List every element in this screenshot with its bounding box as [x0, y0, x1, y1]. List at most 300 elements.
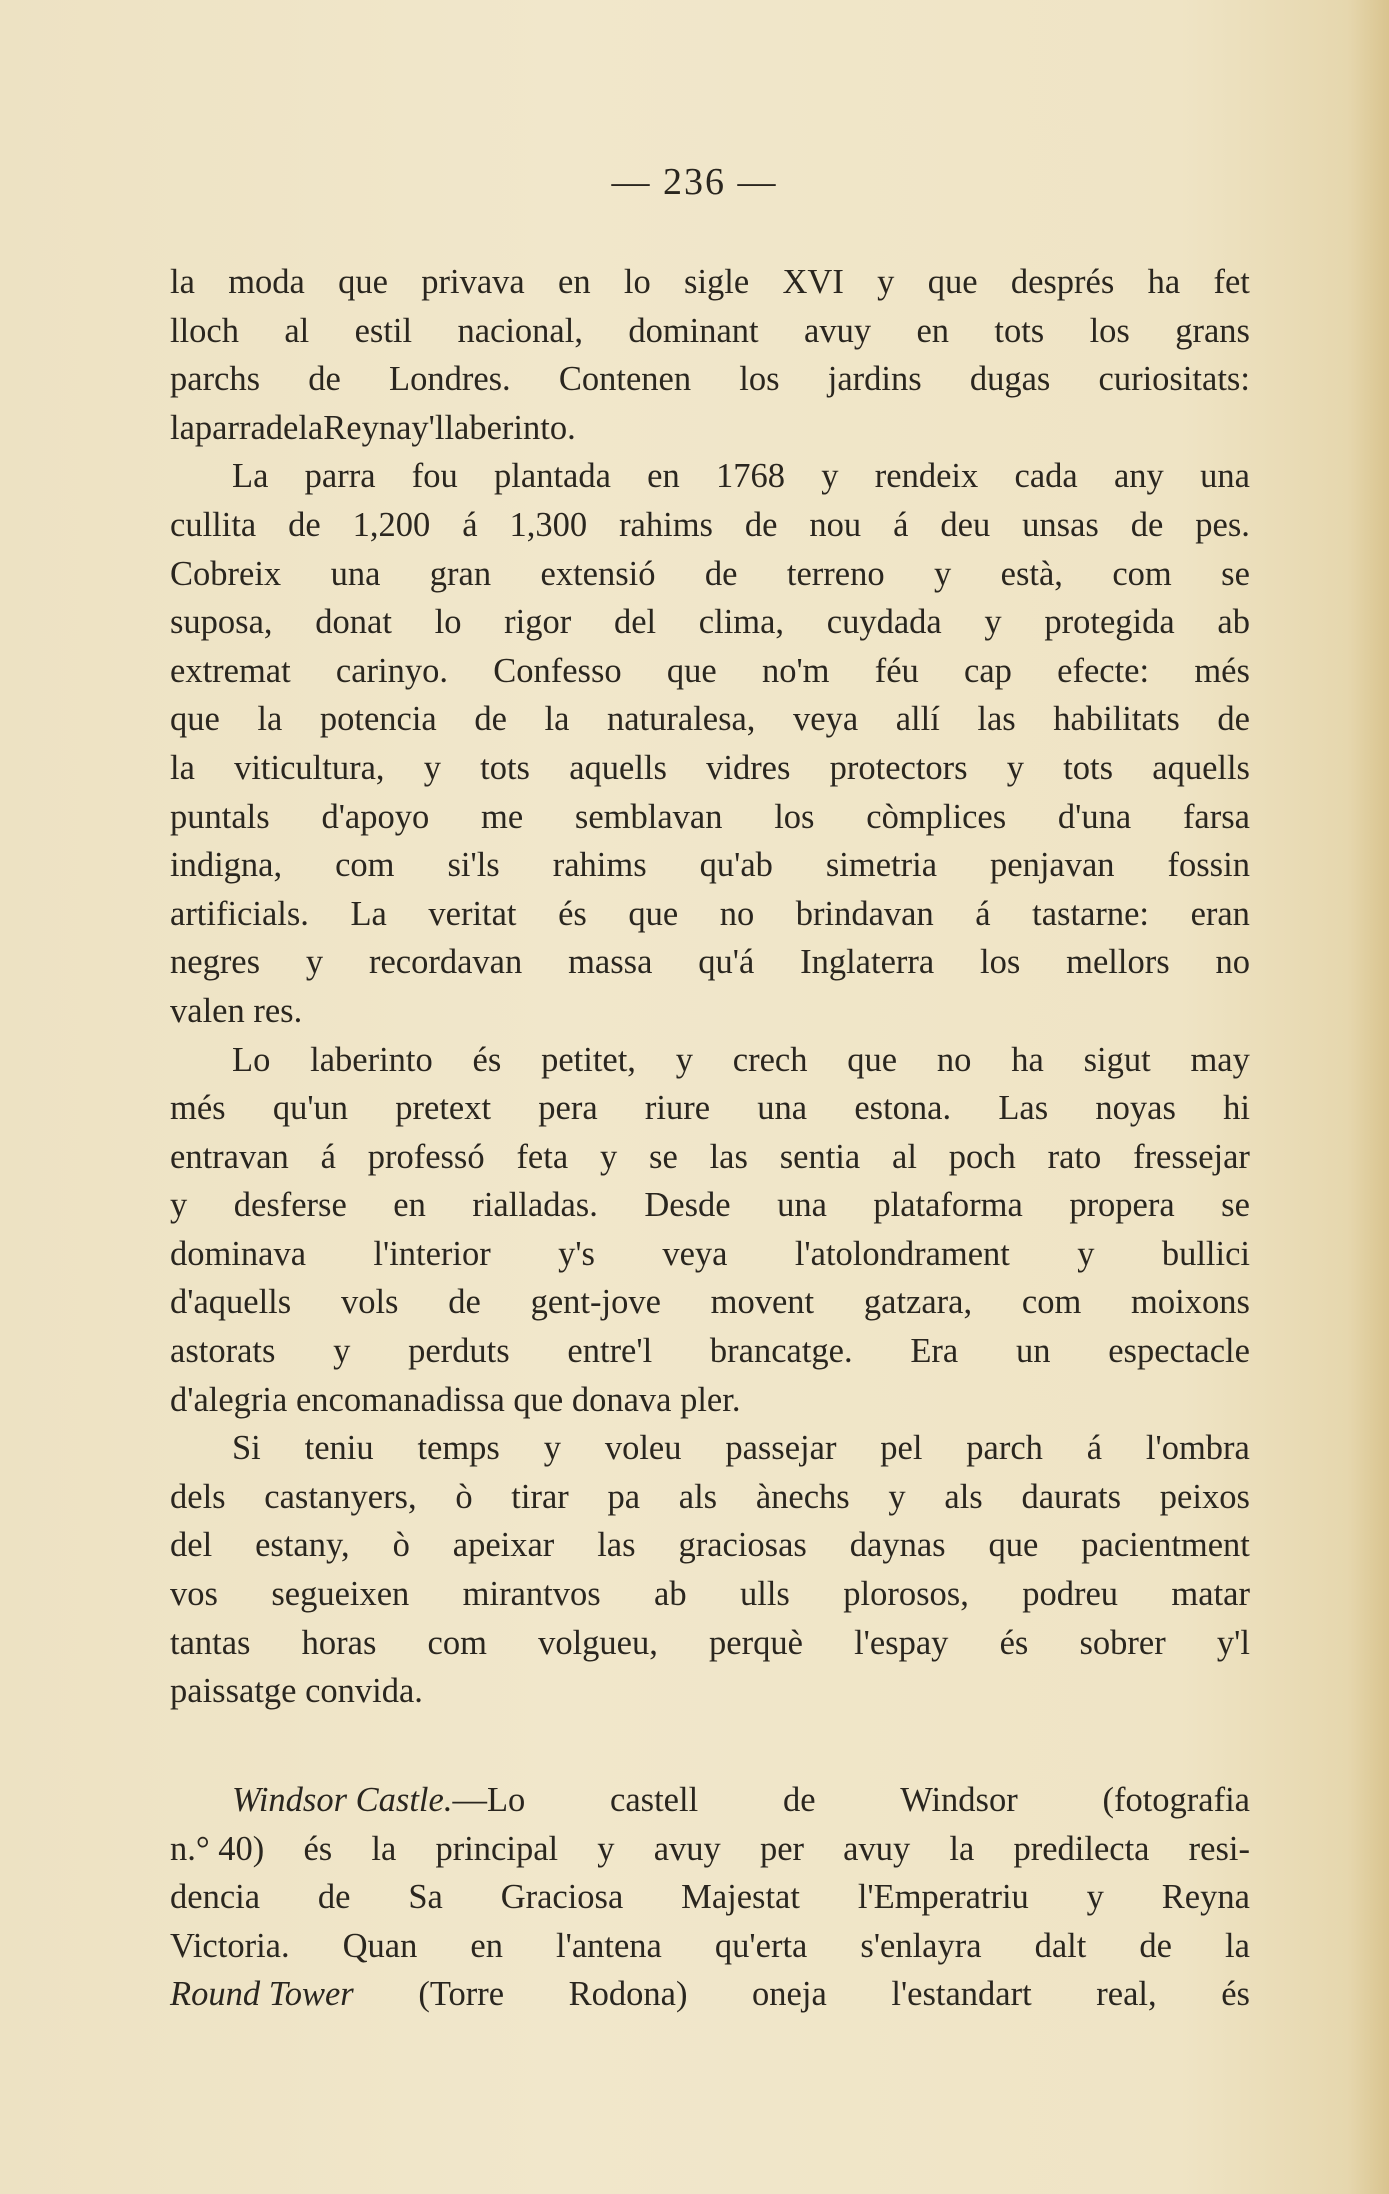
word: Rodona): [568, 1975, 688, 2014]
word: veritat: [428, 894, 517, 933]
word: en: [916, 311, 950, 350]
word: ha: [1011, 1040, 1044, 1079]
word: valen res.: [170, 991, 303, 1030]
word: eran: [1190, 894, 1250, 933]
word: la: [298, 408, 324, 447]
word: tots: [480, 748, 530, 787]
word: protegida: [1044, 603, 1175, 642]
word: fou: [411, 457, 458, 496]
word: las: [977, 700, 1016, 739]
word: á: [893, 505, 909, 544]
word: farsa: [1182, 797, 1250, 836]
word: 1,200: [352, 505, 431, 544]
word: que: [847, 1040, 898, 1079]
word: la: [544, 700, 570, 739]
word: d'apoyo: [321, 797, 430, 836]
text-line: [170, 793, 1250, 842]
word: temps: [417, 1429, 500, 1468]
word: allí: [895, 700, 940, 739]
text-line: [170, 938, 1250, 987]
word: més: [170, 1089, 226, 1128]
word: gatzara,: [863, 1283, 973, 1322]
word: resi-: [1188, 1829, 1250, 1868]
word: avuy: [843, 1829, 911, 1868]
word: l'ombra: [1145, 1429, 1250, 1468]
text-line: [170, 1133, 1250, 1182]
word: teniu: [304, 1429, 374, 1468]
word: La: [232, 457, 269, 496]
word: Confesso: [493, 651, 622, 690]
word: als: [678, 1477, 718, 1516]
word: que: [927, 263, 978, 301]
word: que: [988, 1526, 1039, 1565]
word: peixos: [1159, 1477, 1250, 1516]
word: indigna,: [170, 846, 283, 885]
word: parch: [966, 1429, 1043, 1468]
word: grans: [1175, 311, 1250, 350]
word: brindavan: [795, 894, 934, 933]
word: graciosas: [678, 1526, 807, 1565]
word: rahims: [552, 846, 647, 885]
word: extensió: [540, 554, 656, 593]
word: volgueu,: [538, 1623, 658, 1662]
word: y: [984, 603, 1002, 642]
word: extremat: [170, 651, 291, 690]
word: y: [934, 554, 952, 593]
text-line: [170, 1424, 1250, 1473]
word: no'm: [761, 651, 830, 690]
word: no: [1215, 943, 1250, 982]
word: Era: [910, 1332, 959, 1371]
word: al: [892, 1137, 917, 1176]
word: y: [877, 263, 895, 301]
word: hi: [1223, 1089, 1250, 1128]
word: sigle: [684, 263, 750, 301]
word: més: [1194, 651, 1250, 690]
word: en: [470, 1926, 503, 1965]
word: la: [170, 748, 195, 787]
word: real,: [1096, 1975, 1157, 2014]
word: després: [1010, 263, 1115, 301]
text-line: [170, 1970, 1250, 2019]
word: pes.: [1195, 505, 1250, 544]
word: d'aquells: [170, 1283, 292, 1322]
text-line: [170, 1825, 1250, 1874]
word: daynas: [849, 1526, 946, 1565]
word: la: [371, 1829, 397, 1868]
word: matar: [1171, 1575, 1250, 1614]
word: la: [170, 408, 195, 447]
word: jardins: [827, 360, 922, 399]
word: (fotografia: [1102, 1781, 1250, 1819]
word: segueixen: [271, 1575, 410, 1614]
word: suposa,: [170, 603, 273, 642]
word: clima,: [698, 603, 785, 642]
word: massa: [568, 943, 653, 982]
word: horas: [301, 1623, 377, 1662]
word: com: [1112, 554, 1172, 593]
text-line: [170, 1278, 1250, 1327]
word: una: [330, 554, 381, 593]
word: fet: [1213, 263, 1250, 301]
text-line: [170, 1084, 1250, 1133]
word: penjavan: [990, 846, 1115, 885]
word: 1,300: [509, 505, 588, 544]
word: lo: [434, 603, 462, 642]
word: tots: [994, 311, 1045, 350]
word: en: [393, 1186, 426, 1225]
word: Desde: [644, 1186, 731, 1225]
word: sentia: [779, 1137, 861, 1176]
word: qu'ab: [699, 846, 773, 885]
text-line: [170, 987, 1250, 1036]
word: —Lo: [452, 1781, 526, 1819]
word: se: [1221, 554, 1250, 593]
word: protectors: [829, 748, 968, 787]
word: plantada: [494, 457, 611, 496]
word: voleu: [604, 1429, 682, 1468]
word: Sa: [408, 1878, 443, 1917]
word: de: [782, 1781, 816, 1819]
word: rialladas.: [472, 1186, 598, 1225]
word: pacientment: [1081, 1526, 1250, 1565]
text-line: [170, 1667, 1250, 1716]
word: veya: [793, 700, 859, 739]
text-line: [170, 1873, 1250, 1922]
word: nacional,: [457, 311, 583, 350]
word: dels: [170, 1477, 226, 1516]
word: terreno: [786, 554, 885, 593]
word: y: [1077, 1234, 1095, 1273]
word: fressejar: [1133, 1137, 1250, 1176]
text-line: [170, 501, 1250, 550]
word: á: [975, 894, 991, 933]
word: Reyna: [323, 408, 412, 447]
word: viticultura,: [234, 748, 385, 787]
word: Inglaterra: [800, 943, 935, 982]
word: als: [944, 1477, 983, 1516]
word: veya: [662, 1234, 728, 1273]
word: y: [1006, 748, 1025, 787]
word: habilitats: [1053, 700, 1180, 739]
word: me: [480, 797, 524, 836]
word: de: [317, 1878, 351, 1917]
word: negres: [170, 943, 261, 982]
word: á: [320, 1137, 336, 1176]
word: que: [666, 651, 717, 690]
text-line: [170, 355, 1250, 404]
word: y'l: [411, 408, 445, 447]
text-line: [170, 744, 1250, 793]
word: any: [1113, 457, 1164, 496]
word: nou: [809, 505, 862, 544]
word: n.° 40): [170, 1829, 265, 1868]
word: és: [303, 1829, 333, 1868]
word: lo: [623, 263, 651, 301]
word: en: [558, 263, 591, 301]
word: que: [628, 894, 679, 933]
word: moda: [228, 263, 305, 301]
word: espectacle: [1108, 1332, 1250, 1371]
word: de: [744, 505, 778, 544]
word: sigut: [1083, 1040, 1151, 1079]
word: l'espay: [854, 1623, 949, 1662]
word: aquells: [569, 748, 667, 787]
word: Windsor: [900, 1781, 1018, 1819]
text-line: [170, 1776, 1250, 1825]
word: brancatge.: [709, 1332, 853, 1371]
word: donat: [315, 603, 392, 642]
word: qu'á: [698, 943, 755, 982]
word: moixons: [1131, 1283, 1250, 1322]
word: y: [333, 1332, 351, 1371]
word: plataforma: [873, 1186, 1023, 1225]
word: á: [462, 505, 478, 544]
word: y: [821, 457, 839, 496]
word: oneja: [752, 1975, 827, 2014]
italic-title: Round Tower: [170, 1975, 354, 2014]
word: pel: [880, 1429, 923, 1468]
word: de: [1217, 700, 1250, 739]
windsor-paragraph: [170, 1776, 1250, 2019]
word: mellors: [1066, 943, 1170, 982]
word: lloch: [170, 311, 239, 350]
word: Majestat: [681, 1878, 800, 1917]
text-line: [170, 598, 1250, 647]
word: que: [338, 263, 388, 301]
word: privava: [421, 263, 525, 301]
text-line: [170, 1570, 1250, 1619]
word: paissatge convida.: [170, 1672, 423, 1711]
word: podreu: [1022, 1575, 1119, 1614]
word: Quan: [342, 1926, 418, 1965]
word: aquells: [1152, 748, 1250, 787]
word: tantas: [170, 1623, 251, 1662]
word: és: [472, 1040, 502, 1079]
word: cada: [1014, 457, 1078, 496]
word: estany,: [255, 1526, 350, 1565]
text-line: [170, 1230, 1250, 1279]
word: la: [170, 263, 195, 301]
word: los: [1089, 311, 1130, 350]
word: és: [1221, 1975, 1250, 2014]
word: de: [704, 554, 738, 593]
word: parchs: [170, 360, 261, 399]
text-line: [170, 307, 1250, 356]
word: artificials.: [170, 894, 309, 933]
word: una: [1200, 457, 1250, 496]
word: y's: [558, 1234, 595, 1273]
word: entravan: [170, 1137, 289, 1176]
body-text-block: [170, 258, 1250, 1716]
text-line: [170, 258, 1250, 307]
word: desferse: [233, 1186, 347, 1225]
word: de: [265, 408, 299, 447]
text-line: [170, 647, 1250, 696]
word: gran: [429, 554, 492, 593]
word: la: [949, 1829, 975, 1868]
word: de: [448, 1283, 481, 1322]
word: perduts: [408, 1332, 510, 1371]
word: astorats: [170, 1332, 276, 1371]
word: de: [1130, 505, 1164, 544]
word: principal: [435, 1829, 559, 1868]
word: dugas: [969, 360, 1051, 399]
word: no: [719, 894, 755, 933]
word: Londres.: [389, 360, 511, 399]
word: la: [1225, 1926, 1250, 1965]
word: ulls: [740, 1575, 790, 1614]
word: naturalesa,: [606, 700, 756, 739]
word: castanyers,: [264, 1477, 417, 1516]
word: cuydada: [826, 603, 942, 642]
word: per: [759, 1829, 804, 1868]
word: ha: [1147, 263, 1181, 301]
word: y'l: [1216, 1623, 1250, 1662]
word: y: [543, 1429, 561, 1468]
word: deu: [940, 505, 991, 544]
word: l'antena: [556, 1926, 662, 1965]
word: simetria: [825, 846, 938, 885]
word: fossin: [1167, 846, 1250, 885]
word: estona.: [854, 1089, 952, 1128]
word: á: [1086, 1429, 1103, 1468]
word: apeixar: [452, 1526, 555, 1565]
text-line: [170, 1181, 1250, 1230]
word: cap: [964, 651, 1012, 690]
text-line: [170, 841, 1250, 890]
word: semblavan: [574, 797, 723, 836]
word: rato: [1047, 1137, 1102, 1176]
word: una: [757, 1089, 808, 1128]
word: y: [170, 1186, 188, 1225]
text-line: [170, 550, 1250, 599]
word: dominava: [170, 1234, 307, 1273]
lead-phrase: [232, 1776, 525, 1825]
text-line: [170, 1473, 1250, 1522]
word: vols: [340, 1283, 399, 1322]
word: és: [999, 1623, 1029, 1662]
word: unsas: [1022, 505, 1099, 544]
word: poch: [948, 1137, 1016, 1176]
word: pa: [607, 1477, 641, 1516]
word: de: [288, 505, 321, 544]
word: rendeix: [874, 457, 979, 496]
word: y: [1086, 1878, 1104, 1917]
text-line: [170, 1327, 1250, 1376]
word: noyas: [1095, 1089, 1176, 1128]
word: ab: [1217, 603, 1250, 642]
word: ò: [455, 1477, 473, 1516]
word: és: [558, 894, 587, 933]
word: gent-jove: [530, 1283, 661, 1322]
word: rigor: [504, 603, 572, 642]
text-line: [170, 1036, 1250, 1085]
word: pera: [538, 1089, 598, 1128]
text-line: [170, 1922, 1250, 1971]
word: no: [936, 1040, 972, 1079]
word: La: [350, 894, 387, 933]
text-line: [170, 404, 1250, 453]
word: Victoria.: [170, 1926, 290, 1965]
word: XVI: [782, 263, 844, 301]
word: dencia: [170, 1878, 261, 1917]
word: parra: [194, 408, 266, 447]
word: crech: [732, 1040, 808, 1079]
word: ò: [392, 1526, 410, 1565]
word: may: [1190, 1040, 1250, 1079]
word: com: [1021, 1283, 1082, 1322]
word: feta: [516, 1137, 569, 1176]
word: una: [777, 1186, 827, 1225]
word: Lo: [232, 1040, 271, 1079]
word: professó: [367, 1137, 485, 1176]
word: si'ls: [447, 846, 500, 885]
word: l'interior: [373, 1234, 491, 1273]
text-line: [170, 890, 1250, 939]
word: com: [335, 846, 395, 885]
text-line: [170, 1619, 1250, 1668]
word: del: [613, 603, 657, 642]
text-line: [170, 695, 1250, 744]
word: movent: [710, 1283, 815, 1322]
word: propera: [1069, 1186, 1175, 1225]
word: de: [308, 360, 341, 399]
word: com: [427, 1623, 487, 1662]
word: estil: [354, 311, 413, 350]
word: curiositats:: [1098, 360, 1250, 399]
word: puntals: [170, 797, 270, 836]
word: se: [1221, 1186, 1250, 1225]
word: pretext: [395, 1089, 492, 1128]
word: efecte:: [1057, 651, 1150, 690]
word: del: [170, 1526, 213, 1565]
word: Si: [232, 1429, 261, 1468]
word: los: [980, 943, 1021, 982]
word: tirar: [511, 1477, 569, 1516]
word: sobrer: [1079, 1623, 1166, 1662]
word: l'Emperatriu: [857, 1878, 1029, 1917]
word: mirantvos: [462, 1575, 601, 1614]
word: l'estandart: [891, 1975, 1032, 2014]
word: en: [647, 457, 680, 496]
word: qu'un: [272, 1089, 349, 1128]
word: riure: [644, 1089, 711, 1128]
word: castell: [610, 1781, 699, 1819]
word: y: [597, 1829, 615, 1868]
word: d'una: [1057, 797, 1132, 836]
word: predilecta: [1013, 1829, 1150, 1868]
word: daurats: [1021, 1477, 1122, 1516]
word: bullici: [1161, 1234, 1250, 1273]
word: Las: [998, 1089, 1049, 1128]
word: y: [675, 1040, 693, 1079]
word: la: [257, 700, 283, 739]
word: d'alegria encomanadissa que donava pler.: [170, 1380, 741, 1419]
word: las: [709, 1137, 748, 1176]
word: carinyo.: [335, 651, 448, 690]
word: s'enlayra: [860, 1926, 982, 1965]
word: vos: [170, 1575, 218, 1614]
word: dominant: [628, 311, 759, 350]
word: de: [474, 700, 507, 739]
word: laberinto.: [444, 408, 576, 447]
word: y: [888, 1477, 906, 1516]
page-number: — 236 —: [611, 161, 778, 203]
word: y: [423, 748, 441, 787]
word: avuy: [804, 311, 872, 350]
word: cullita: [170, 505, 257, 544]
